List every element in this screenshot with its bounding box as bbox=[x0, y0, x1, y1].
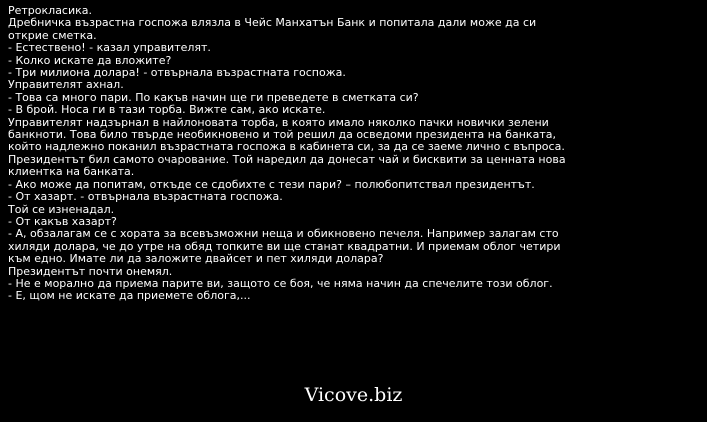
text-line: - Естествено! - казал управителят. bbox=[8, 41, 211, 55]
text-line: - А, обзалагам се с хората за всевъзможни неща и обикновено печеля. Например залагам сто хиляди долара, че до утре на обяд топките ви ще станат квадратни. И приемам облог четири към едно. Имате ли да заложите двайсет и пет хиляди долара? bbox=[8, 227, 561, 266]
text-line: - Не е морално да приема парите ви, защото се боя, че няма начин да спечелите този облог. bbox=[8, 276, 553, 290]
text-line: Президентът бил самото очарование. Той наредил да донесат чай и бисквити за ценната нова клиентка на банката. bbox=[8, 152, 566, 179]
text-line: - Ако може да попитам, откъде се сдобихте с тези пари? – полюбопитствал президентът. bbox=[8, 177, 535, 191]
text-line: - Е, щом не искате да приемете облога,... bbox=[8, 289, 251, 303]
joke-text bbox=[8, 5, 578, 303]
text-line: - В брой. Носа ги в тази торба. Вижте сам, ако искате. bbox=[8, 103, 326, 117]
text-line: - От какъв хазарт? bbox=[8, 214, 117, 228]
text-line: - От хазарт. - отвърнала възрастната госпожа. bbox=[8, 190, 283, 204]
text-line: Президентът почти онемял. bbox=[8, 264, 173, 278]
text-line: Той се изненадал. bbox=[8, 202, 115, 216]
text-line: - Три милиона долара! - отвърнала възрастната госпожа. bbox=[8, 66, 346, 80]
text-line: Управителят надзърнал в найлоновата торба, в която имало няколко пачки новички зелени банкноти. Това било твърде необикновено и той решил да осведоми президента на банката, който надлежно поканил възрастната госпожа в кабинета си, за да се заеме лично с въпроса. bbox=[8, 115, 565, 154]
text-line: Управителят ахнал. bbox=[8, 78, 124, 92]
text-line: - Това са много пари. По какъв начин ще ги преведете в сметката си? bbox=[8, 90, 419, 104]
site-brand: Vicove.biz bbox=[304, 384, 403, 406]
text-line: Дребничка възрастна госпожа влязла в Чейс Манхатън Банк и попитала дали може да си открие сметка. bbox=[8, 16, 537, 42]
text-line: - Колко искате да вложите? bbox=[8, 53, 172, 67]
text-line: Ретрокласика. bbox=[8, 4, 93, 17]
